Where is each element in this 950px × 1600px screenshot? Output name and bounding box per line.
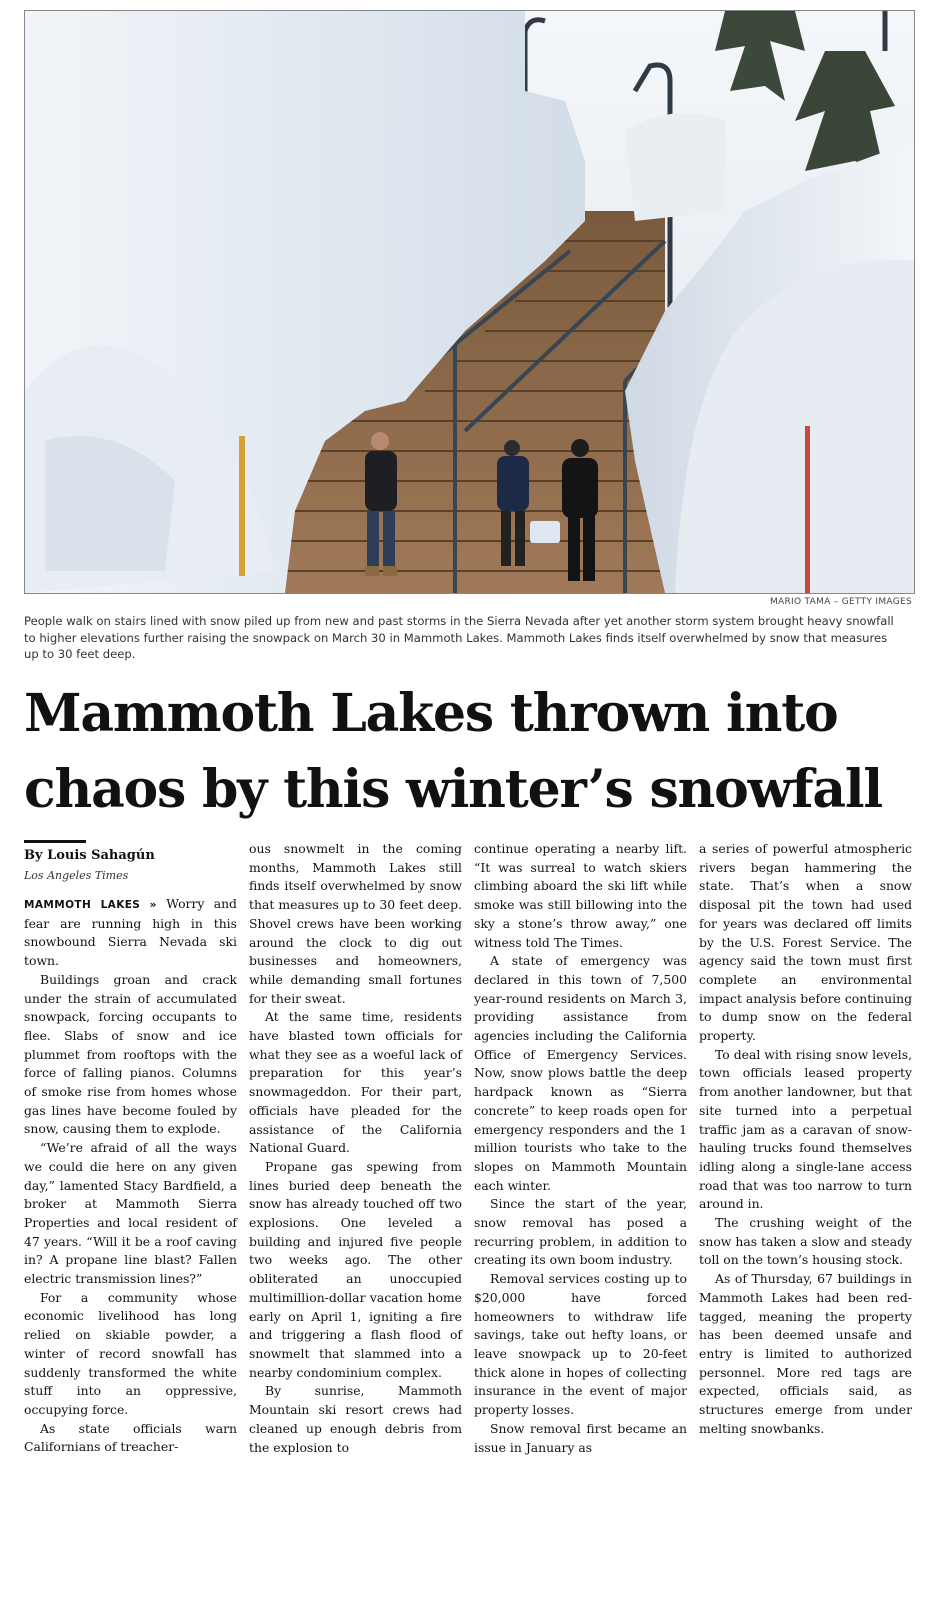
- paragraph: a series of powerful atmospheric rivers began hammering the state. That’s when a snow disposal pit the town had used for years was declared off limits by the U.S. Forest Service. The agency said the town must first complete an environmental impact analysis before continuing to dump snow on the federal property.: [699, 841, 912, 1044]
- paragraph: MAMMOTH LAKES » Worry and fear are running high in this snowbound Sierra Nevada ski town.: [24, 896, 237, 969]
- headline: Mammoth Lakes thrown into chaos by this winter’s snowfall: [24, 683, 882, 820]
- paragraph: Buildings groan and crack under the strain of accumulated snowpack, forcing occupants to flee. Slabs of snow and ice plummet from rooftops with the force of falling pianos. Columns of smoke rise from homes whose gas lines have become fouled by snow, causing them to explode.: [24, 971, 237, 1137]
- paragraph: Propane gas spewing from lines buried deep beneath the snow has already touched off two explosions. One leveled a building and injured five people two weeks ago. The other obliterated an unoccupied multimillion-dollar vacation home early on April 1, igniting a fire and triggering a flash flood of snowmelt that slammed into a nearby condominium complex.: [249, 1158, 462, 1380]
- byline: By Louis Sahagún: [24, 848, 155, 863]
- paragraph: By sunrise, Mammoth Mountain ski resort crews had cleaned up enough debris from the explosion to: [249, 1383, 462, 1455]
- paragraph: As state officials warn Californians of treacher-: [24, 1420, 237, 1455]
- paragraph: At the same time, residents have blasted town officials for what they see as a woeful lack of preparation for this year’s snowmageddon. For their part, officials have pleaded for the assistance of the California National Guard.: [249, 1009, 462, 1156]
- photo-credit: MARIO TAMA – GETTY IMAGES: [769, 597, 912, 607]
- paragraph: As of Thursday, 67 buildings in Mammoth Lakes had been red-tagged, meaning the property has been deemed unsafe and entry is limited to authorized personnel. More red tags are expected, officials said, as structures emerge from under melting snowbanks.: [699, 1271, 912, 1436]
- photo-caption: People walk on stairs lined with snow piled up from new and past storms in the Sierra Nevada after yet another storm system brought heavy snowfall to higher elevations further raising the snowpack on March 30 in Mammoth Lakes. Mammoth Lakes finds itself overwhelmed by snow that measures up to 30 feet deep.: [24, 614, 894, 661]
- article-column-1: [24, 895, 237, 1457]
- paragraph: continue operating a nearby lift. “It was surreal to watch skiers climbing aboard the ski lift while smoke was still billowing into the sky a stone’s throw away,” one witness told The Times.: [474, 841, 687, 950]
- snow-stairs-illustration: [25, 11, 914, 593]
- article-column-2: [249, 840, 462, 1457]
- paragraph: Snow removal first became an issue in January as: [474, 1420, 687, 1455]
- paragraph: ous snowmelt in the coming months, Mammoth Lakes still finds itself overwhelmed by snow that measures up to 30 feet deep. Shovel crews have been working around the clock to dig out businesses and homeowners, while demanding small fortunes for their sweat.: [249, 841, 462, 1006]
- article-column-4: [699, 840, 912, 1439]
- paragraph: The crushing weight of the snow has taken a slow and steady toll on the town’s housing stock.: [699, 1215, 913, 1268]
- dateline: MAMMOTH LAKES »: [24, 899, 157, 911]
- paragraph: For a community whose economic livelihood has long relied on skiable powder, a winter of record snowfall has suddenly transformed the white stuff into an oppressive, occupying force.: [24, 1289, 237, 1417]
- paragraph: Since the start of the year, snow removal has posed a recurring problem, in addition to creating its own boom industry.: [474, 1196, 687, 1268]
- paragraph: “We’re afraid of all the ways we could die here on any given day,” lamented Stacy Bardfield, a broker at Mammoth Sierra Properties and local resident of 47 years. “Will it be a roof caving in? A propane line blast? Fallen electric transmission lines?”: [24, 1140, 237, 1287]
- article-column-3: [474, 840, 687, 1457]
- article-photo: [24, 10, 915, 594]
- paragraph: To deal with rising snow levels, town officials leased property from another landowner, but that site turned into a perpetual traffic jam as a caravan of snow-hauling trucks found themselves idling along a single-lane access road that was too narrow to turn around in.: [699, 1046, 913, 1212]
- paragraph: A state of emergency was declared in this town of 7,500 year-round residents on March 3, providing assistance from agencies including the California Office of Emergency Services. Now, snow plows battle the deep hardpack known as “Sierra concrete” to keep roads open for emergency responders and the 1 million tourists who take to the slopes on Mammoth Mountain each winter.: [474, 953, 687, 1193]
- byline-rule: [24, 840, 86, 843]
- paragraph: Removal services costing up to $20,000 have forced homeowners to withdraw life savings, take out hefty loans, or leave snowpack up to 20-feet thick alone in hopes of collecting insurance in the event of major property losses.: [474, 1271, 687, 1418]
- outlet-name: Los Angeles Times: [24, 869, 129, 882]
